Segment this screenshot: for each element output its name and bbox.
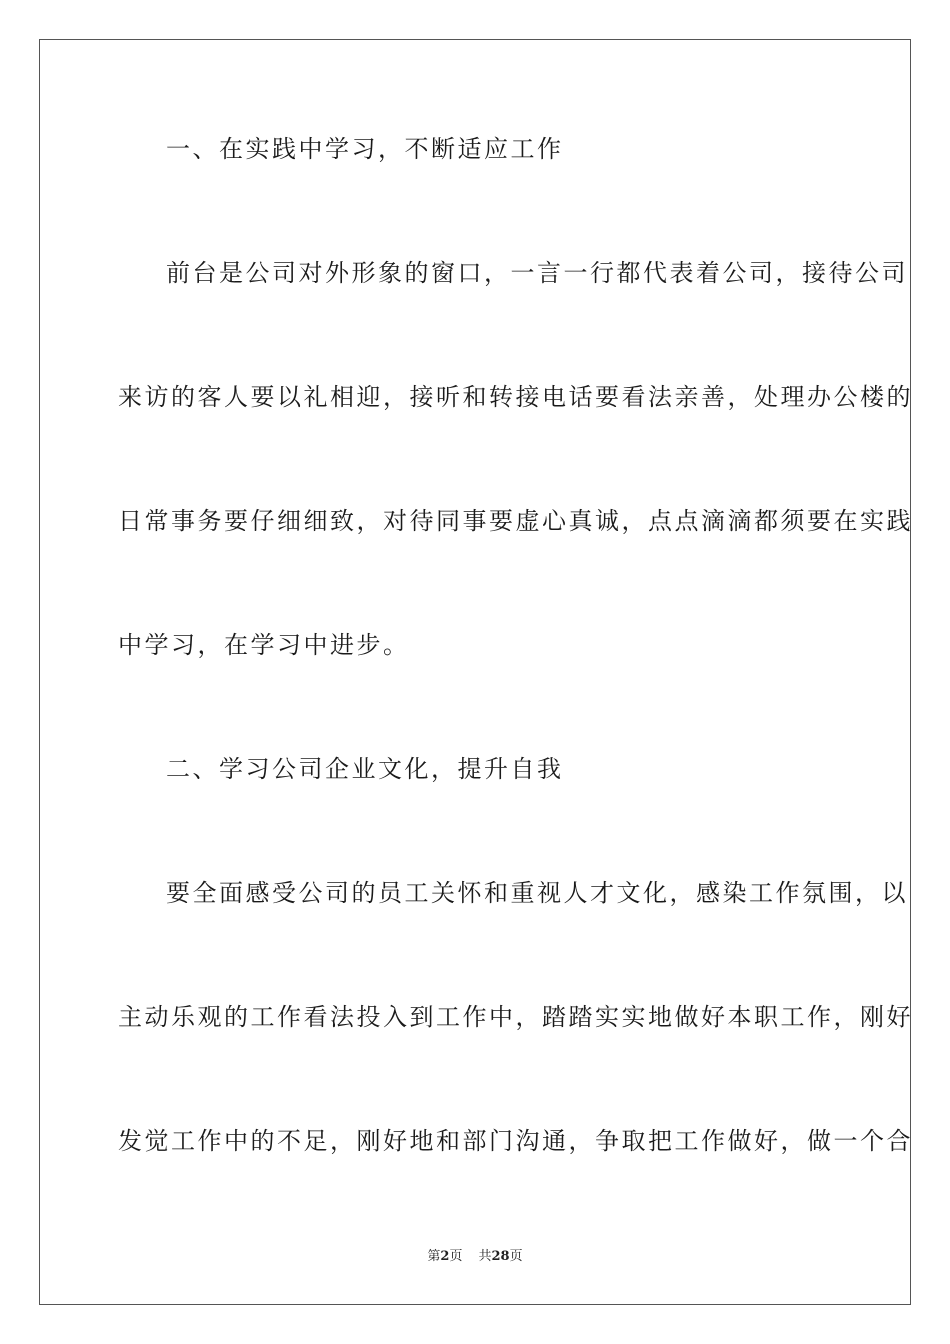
paragraph-1-line-3: 日常事务要仔细细致，对待同事要虚心真诚，点点滴滴都须要在实践 — [118, 507, 913, 535]
total-prefix: 共 — [478, 1249, 492, 1264]
page-number: 2 — [440, 1249, 450, 1264]
total-suffix: 页 — [509, 1249, 523, 1264]
paragraph-1-line-2: 来访的客人要以礼相迎，接听和转接电话要看法亲善，处理办公楼的 — [118, 383, 913, 411]
paragraph-1-line-1: 前台是公司对外形象的窗口，一言一行都代表着公司，接待公司 — [166, 259, 908, 287]
paragraph-1-line-4: 中学习，在学习中进步。 — [118, 631, 410, 659]
section-heading-2: 二、学习公司企业文化，提升自我 — [166, 755, 564, 783]
paragraph-2-line-2: 主动乐观的工作看法投入到工作中，踏踏实实地做好本职工作，刚好 — [118, 1003, 913, 1031]
total-pages: 28 — [491, 1249, 510, 1264]
paragraph-2-line-1: 要全面感受公司的员工关怀和重视人才文化，感染工作氛围，以 — [166, 879, 908, 907]
page-footer — [0, 1248, 950, 1266]
section-heading-1: 一、在实践中学习，不断适应工作 — [166, 135, 564, 163]
page-suffix: 页 — [449, 1249, 463, 1264]
page-prefix: 第 — [427, 1249, 441, 1264]
page-border — [39, 39, 911, 1305]
paragraph-2-line-3: 发觉工作中的不足，刚好地和部门沟通，争取把工作做好，做一个合 — [118, 1127, 913, 1155]
